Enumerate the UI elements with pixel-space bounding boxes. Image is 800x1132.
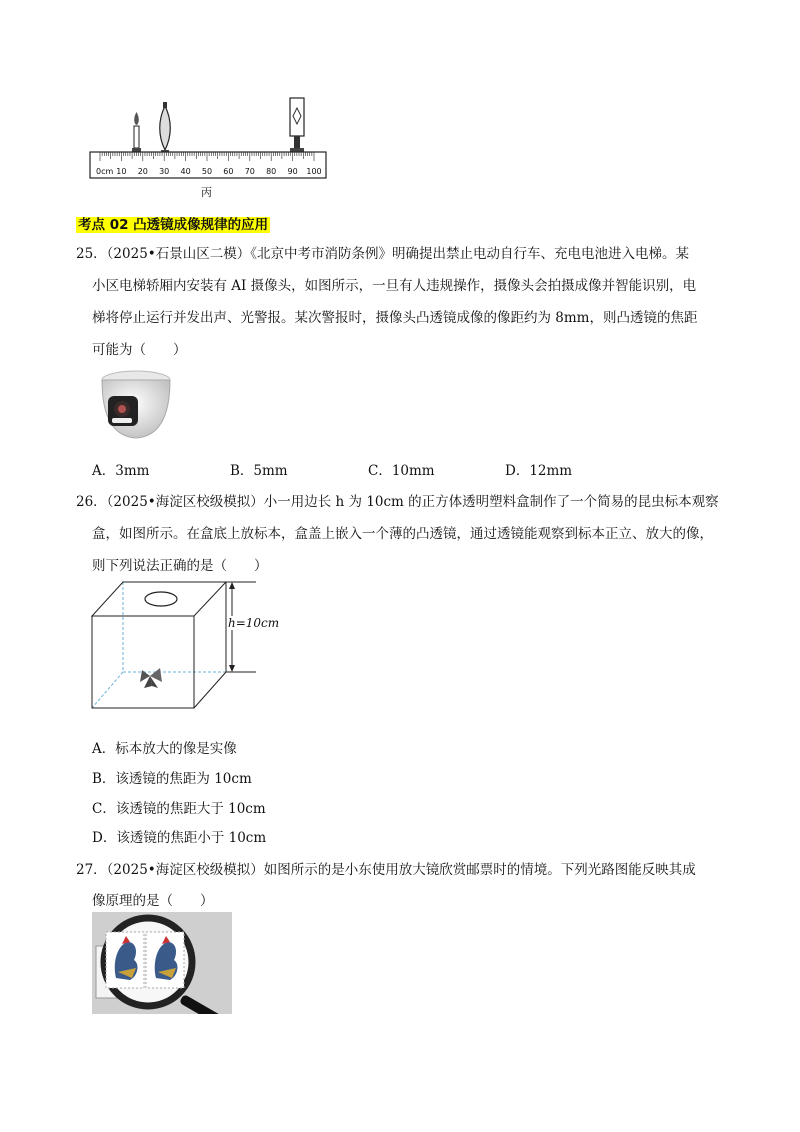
section-title: 考点 02 凸透镜成像规律的应用 <box>78 217 269 233</box>
camera-icon <box>94 366 176 442</box>
ruler-tick-label: 80 <box>266 167 277 176</box>
optical-bench-figure <box>88 94 338 204</box>
section-heading <box>76 213 270 233</box>
candle-icon <box>132 112 141 152</box>
ai-camera-image <box>94 366 176 442</box>
q25-option-c: C．10mm <box>368 463 435 479</box>
ruler-tick-label: 60 <box>223 167 234 176</box>
ruler-tick-label: 40 <box>180 167 191 176</box>
q25-line-3: 梯将停止运行并发出声、光警报。某次警报时，摄像头凸透镜成像的像距约为 8mm，则凸透镜的焦距 <box>92 310 698 326</box>
q25-line-1: 25．（2025•石景山区二模）《北京中考市消防条例》明确提出禁止电动自行车、充电电池进入电梯。某 <box>76 246 689 262</box>
ruler-tick-label: 30 <box>159 167 170 176</box>
ruler-tick-label: 10 <box>116 167 127 176</box>
q26-option-d: D．该透镜的焦距小于 10cm <box>92 830 267 846</box>
ruler-tick-label: 70 <box>244 167 255 176</box>
q26-option-c: C．该透镜的焦距大于 10cm <box>92 801 266 817</box>
q25-option-a: A．3mm <box>92 463 150 479</box>
lens-ellipse <box>145 592 177 606</box>
ruler-tick-label: 0cm <box>96 167 114 176</box>
cube-dimension-label: h=10cm <box>228 616 280 630</box>
q25-line-2: 小区电梯轿厢内安装有 AI 摄像头，如图所示，一旦有人违规操作，摄像头会拍摄成像并智能识别，电 <box>92 278 697 294</box>
magnifier-stamp-image <box>92 912 232 1014</box>
ruler-tick-label: 100 <box>306 167 322 176</box>
q25-option-d: D．12mm <box>505 463 573 479</box>
q26-option-b: B．该透镜的焦距为 10cm <box>92 771 252 787</box>
q27-line-1: 27．（2025•海淀区校级模拟）如图所示的是小东使用放大镜欣赏邮票时的情境。下列光路图能反映其成 <box>76 862 696 878</box>
q26-line-1: 26．（2025•海淀区校级模拟）小一用边长 h 为 10cm 的正方体透明塑料盒制作了一个简易的昆虫标本观察 <box>76 494 719 510</box>
ruler-tick-label: 50 <box>201 167 213 176</box>
figure-caption: 丙 <box>201 186 212 199</box>
q26-line-3: 则下列说法正确的是（ ） <box>92 558 268 574</box>
ruler-tick-label: 90 <box>287 167 298 176</box>
cube-figure <box>88 578 288 718</box>
cube-svg <box>88 578 288 718</box>
q25-line-4: 可能为（ ） <box>92 342 187 358</box>
magnifier-icon <box>92 912 232 1014</box>
butterfly-icon <box>140 668 162 688</box>
q26-option-a: A．标本放大的像是实像 <box>92 741 237 757</box>
ruler-tick-label: 20 <box>137 167 148 176</box>
screen-icon <box>290 98 304 152</box>
optical-bench-svg <box>88 94 338 204</box>
q25-option-b: B．5mm <box>230 463 288 479</box>
convex-lens-icon <box>160 102 171 153</box>
q26-line-2: 盒，如图所示。在盒底上放标本，盒盖上嵌入一个薄的凸透镜，通过透镜能观察到标本正立、放大的像， <box>92 526 713 542</box>
q27-line-2: 像原理的是（ ） <box>92 893 214 909</box>
